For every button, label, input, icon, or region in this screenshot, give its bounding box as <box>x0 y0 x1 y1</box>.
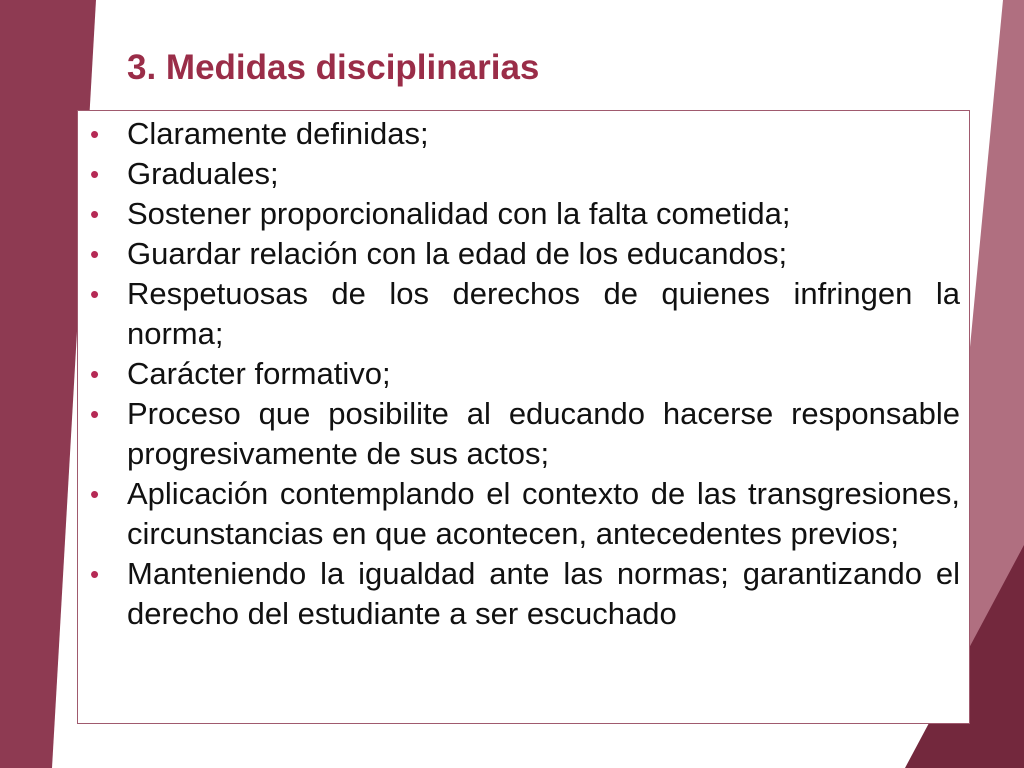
bullet-dot-icon: • <box>90 119 100 149</box>
slide-title: 3. Medidas disciplinarias <box>127 48 540 87</box>
bullet-item <box>90 154 960 194</box>
bullet-dot-icon: • <box>90 479 100 509</box>
bullet-item <box>90 194 960 234</box>
bullet-text: Aplicación contemplando el contexto de las transgresiones, circunstancias en que acontecen, antecedentes previos; <box>127 476 960 551</box>
bullet-text: Sostener proporcionalidad con la falta cometida; <box>127 196 791 231</box>
bullet-dot-icon: • <box>90 199 100 229</box>
bullet-dot-icon: • <box>90 279 100 309</box>
bullet-text: Manteniendo la igualdad ante las normas; garantizando el derecho del estudiante a ser escuchado <box>127 556 960 631</box>
bullet-text: Guardar relación con la edad de los educandos; <box>127 236 788 271</box>
bullet-dot-icon: • <box>90 159 100 189</box>
bullet-dot-icon: • <box>90 239 100 269</box>
bullet-item <box>90 554 960 634</box>
bullet-item <box>90 354 960 394</box>
bullet-text: Proceso que posibilite al educando hacerse responsable progresivamente de sus actos; <box>127 396 960 471</box>
bullet-list <box>90 114 960 634</box>
bullet-dot-icon: • <box>90 359 100 389</box>
bullet-dot-icon: • <box>90 559 100 589</box>
bullet-dot-icon: • <box>90 399 100 429</box>
bullet-item <box>90 474 960 554</box>
bullet-text: Carácter formativo; <box>127 356 391 391</box>
bullet-item <box>90 234 960 274</box>
bullet-text: Claramente definidas; <box>127 116 429 151</box>
bullet-item <box>90 114 960 154</box>
bullet-text: Respetuosas de los derechos de quienes infringen la norma; <box>127 276 960 351</box>
bullet-item <box>90 274 960 354</box>
bullet-item <box>90 394 960 474</box>
bullet-text: Graduales; <box>127 156 279 191</box>
